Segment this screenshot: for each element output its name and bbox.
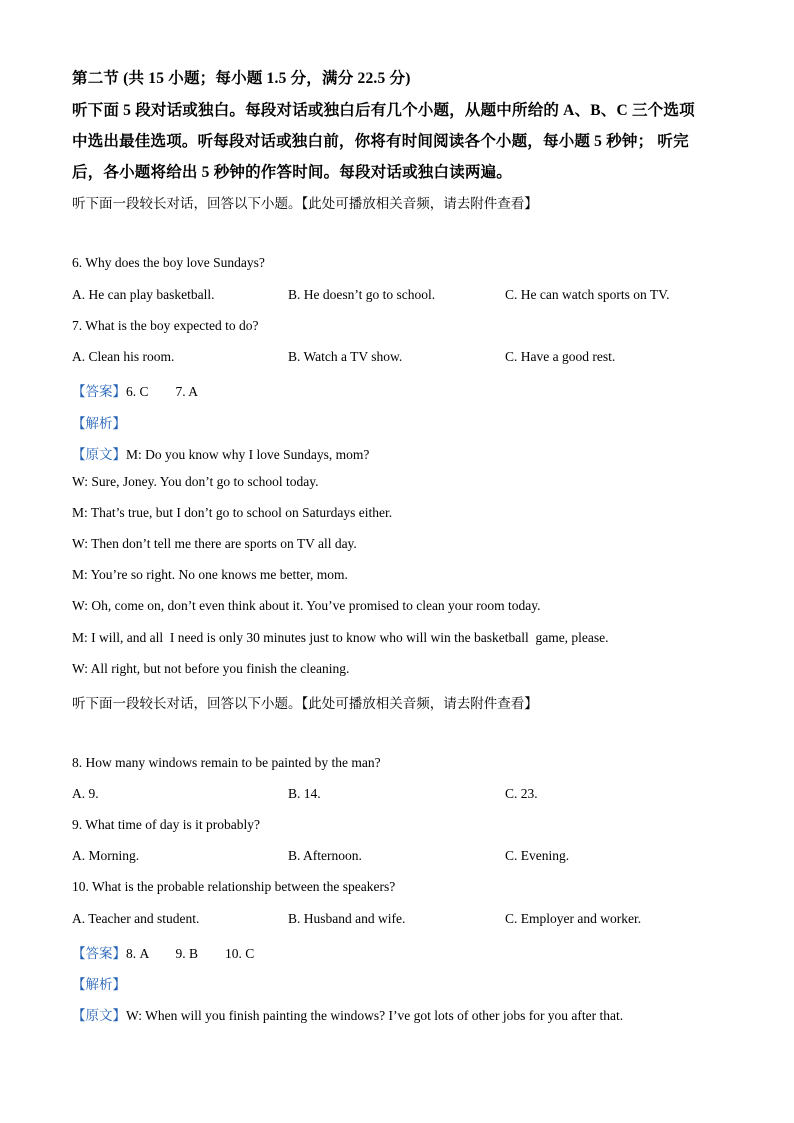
question-6-stem: 6. Why does the boy love Sundays? [72, 255, 265, 270]
question-8-option-c: C. 23. [505, 786, 538, 801]
group2-intro: 听下面一段较长对话，回答以下小题。【此处可播放相关音频，请去附件查看】 [72, 696, 538, 711]
transcript-text: W: When will you finish painting the windows? I’ve got lots of other jobs for you after that. [126, 1008, 624, 1023]
transcript-text: M: Do you know why I love Sundays, mom? [126, 447, 370, 462]
answer-tag: 【答案】 [72, 946, 126, 961]
group2-answer [72, 942, 254, 962]
answer-tag: 【答案】 [72, 384, 126, 399]
answer-text: 6. C 7. A [126, 384, 199, 399]
group1-transcript-line-8: W: All right, but not before you finish the cleaning. [72, 661, 350, 676]
group1-transcript-line-2: W: Sure, Joney. You don’t go to school today. [72, 474, 319, 489]
analysis-tag: 【解析】 [72, 416, 126, 431]
question-7-option-b: B. Watch a TV show. [288, 349, 403, 364]
answer-text: 8. A 9. B 10. C [126, 946, 255, 961]
question-9-option-c: C. Evening. [505, 848, 570, 863]
original-tag: 【原文】 [72, 447, 126, 462]
question-10-stem: 10. What is the probable relationship between the speakers? [72, 879, 396, 894]
group1-transcript-line-5: M: You’re so right. No one knows me better, mom. [72, 567, 348, 582]
question-6-option-b: B. He doesn’t go to school. [288, 287, 436, 302]
instructions-line-2: 中选出最佳选项。听每段对话或独白前，你将有时间阅读各个小题，每小题 5 秒钟； 听完 [72, 133, 689, 150]
question-7-stem: 7. What is the boy expected to do? [72, 318, 259, 333]
group1-answer [72, 380, 198, 400]
question-6-option-c: C. He can watch sports on TV. [505, 287, 670, 302]
group2-transcript-line-1 [72, 1004, 623, 1024]
question-8-option-a: A. 9. [72, 786, 99, 801]
instructions-line-3: 后，各小题将给出 5 秒钟的作答时间。每段对话或独白读两遍。 [72, 164, 513, 181]
analysis-tag: 【解析】 [72, 977, 126, 992]
question-8-stem: 8. How many windows remain to be painted by the man? [72, 755, 381, 770]
group1-transcript-line-3: M: That’s true, but I don’t go to school on Saturdays either. [72, 505, 393, 520]
group2-analysis-tag [72, 973, 126, 993]
question-10-option-a: A. Teacher and student. [72, 911, 200, 926]
original-tag: 【原文】 [72, 1008, 126, 1023]
question-9-option-b: B. Afternoon. [288, 848, 362, 863]
section-header: 第二节 (共 15 小题；每小题 1.5 分，满分 22.5 分) [72, 70, 411, 87]
group1-transcript-line-7: M: I will, and all I need is only 30 minutes just to know who will win the basketball game, please. [72, 630, 609, 645]
question-8-option-b: B. 14. [288, 786, 321, 801]
group1-intro: 听下面一段较长对话，回答以下小题。【此处可播放相关音频，请去附件查看】 [72, 196, 538, 211]
question-9-option-a: A. Morning. [72, 848, 140, 863]
question-10-option-c: C. Employer and worker. [505, 911, 642, 926]
instructions-line-1: 听下面 5 段对话或独白。每段对话或独白后有几个小题，从题中所给的 A、B、C 三个选项 [72, 102, 695, 119]
question-9-stem: 9. What time of day is it probably? [72, 817, 260, 832]
question-10-option-b: B. Husband and wife. [288, 911, 406, 926]
question-6-option-a: A. He can play basketball. [72, 287, 215, 302]
group1-transcript-line-4: W: Then don’t tell me there are sports on TV all day. [72, 536, 357, 551]
question-7-option-a: A. Clean his room. [72, 349, 175, 364]
group1-analysis-tag [72, 412, 126, 432]
group1-transcript-line-6: W: Oh, come on, don’t even think about it. You’ve promised to clean your room today. [72, 598, 541, 613]
group1-transcript-line-1 [72, 443, 369, 463]
question-7-option-c: C. Have a good rest. [505, 349, 616, 364]
